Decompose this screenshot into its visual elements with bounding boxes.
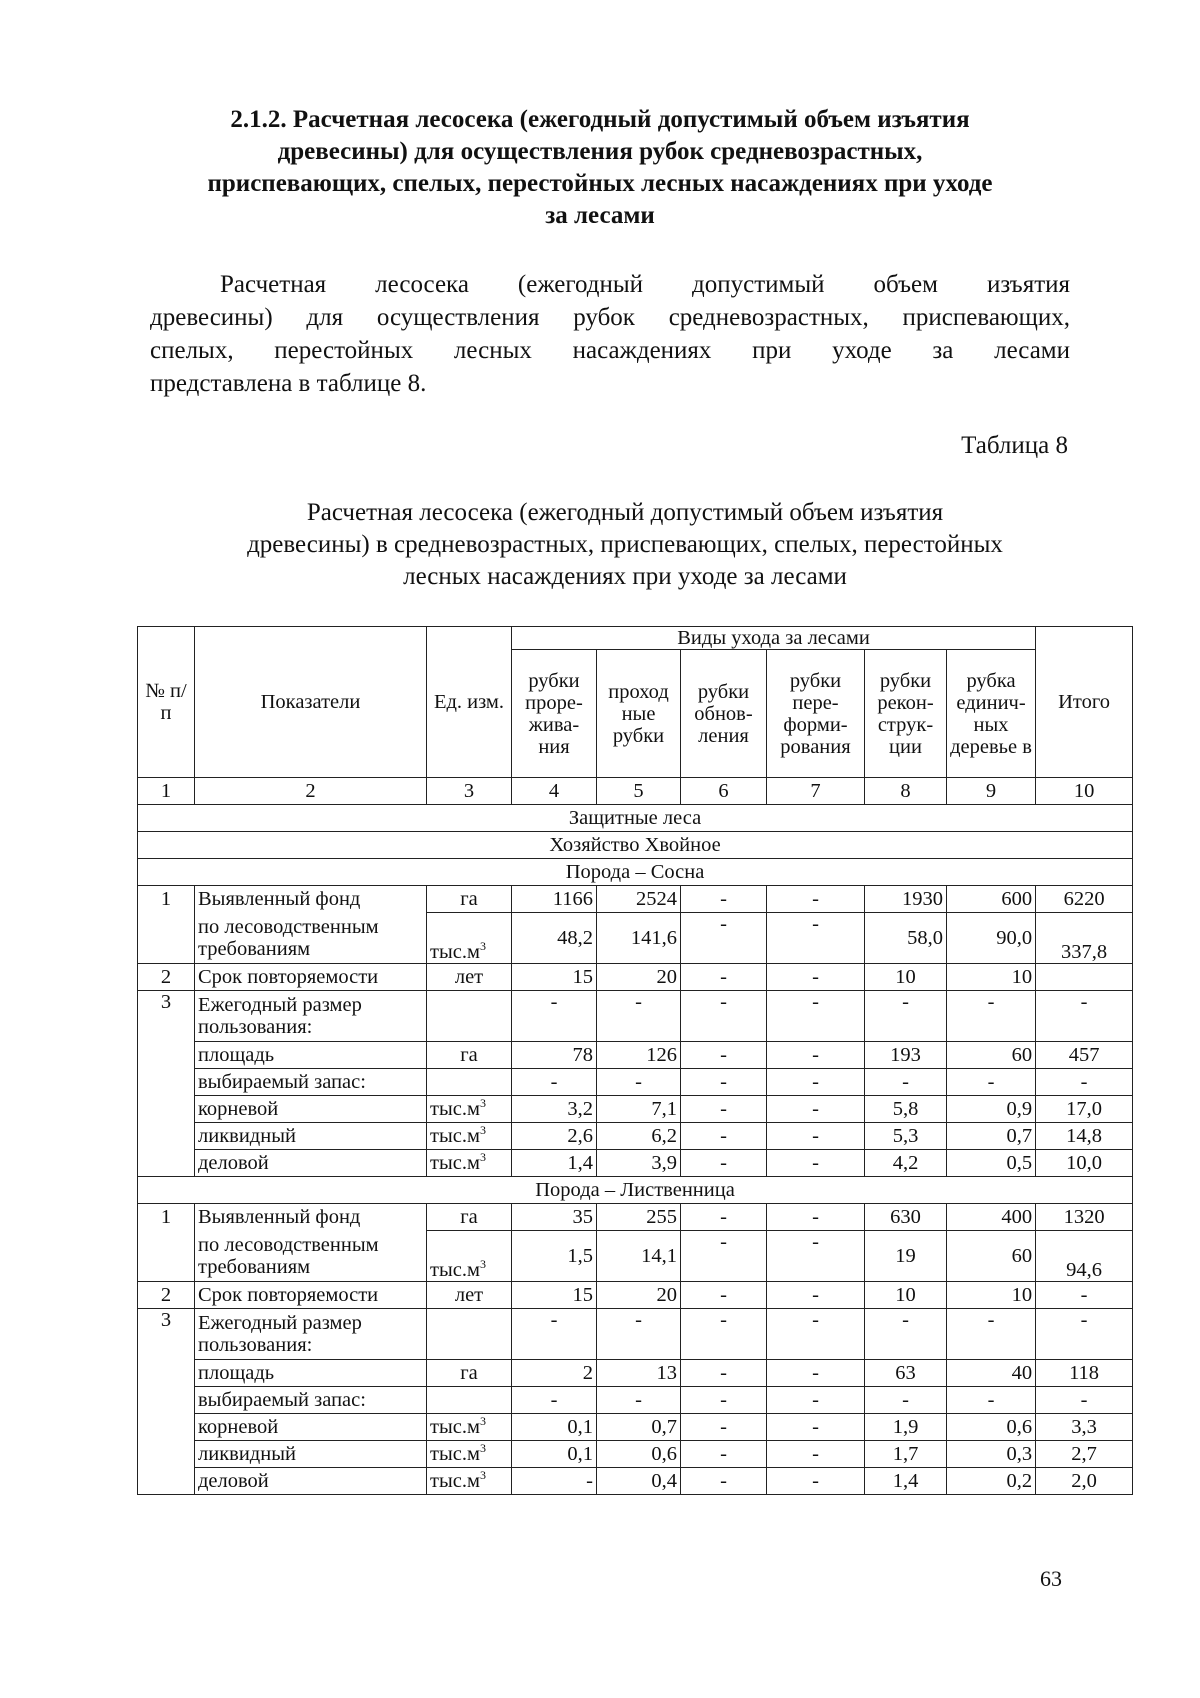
row-label: площадь: [195, 1360, 427, 1387]
value-cell: -: [767, 1231, 865, 1282]
col-number: 3: [427, 778, 512, 805]
value-cell: -: [1036, 1309, 1133, 1360]
value-cell: 15: [512, 1282, 597, 1309]
row-label: деловой: [195, 1150, 427, 1177]
value-cell: 337,8: [1036, 913, 1133, 964]
unit-cell-empty: [427, 991, 512, 1042]
value-cell: -: [1036, 1069, 1133, 1096]
value-cell: -: [767, 1282, 865, 1309]
row-label: ликвидный: [195, 1441, 427, 1468]
value-cell: -: [767, 886, 865, 913]
unit-cell: $тыс.м^3$: [427, 1123, 512, 1150]
row-number: 3: [138, 1309, 195, 1360]
value-cell: -: [865, 1069, 947, 1096]
header-type: рубка единич-ных деревье в: [947, 650, 1036, 778]
row-number-empty: [138, 1231, 195, 1282]
value-cell: 19: [865, 1231, 947, 1282]
value-cell: -: [681, 913, 767, 964]
value-cell: 10: [947, 1282, 1036, 1309]
value-cell: -: [681, 1096, 767, 1123]
unit-cell: $тыс.м^3$: [427, 1231, 512, 1282]
value-cell: 2,7: [1036, 1441, 1133, 1468]
unit-cell: $тыс.м^3$: [427, 1150, 512, 1177]
value-cell: -: [1036, 1387, 1133, 1414]
value-cell: 193: [865, 1042, 947, 1069]
row-label: Ежегодный размер пользования:: [195, 1309, 427, 1360]
value-cell: -: [947, 991, 1036, 1042]
value-cell: 2524: [597, 886, 681, 913]
row-number-empty: [138, 1360, 195, 1387]
value-cell: -: [681, 1309, 767, 1360]
section-heading: [150, 104, 1050, 232]
value-cell: -: [512, 991, 597, 1042]
header-type: рубки пере-форми-рования: [767, 650, 865, 778]
row-number-empty: [138, 1123, 195, 1150]
value-cell: -: [597, 991, 681, 1042]
value-cell: 6220: [1036, 886, 1133, 913]
value-cell: -: [1036, 1282, 1133, 1309]
value-cell: -: [597, 1309, 681, 1360]
unit-cell: $тыс.м^3$: [427, 1414, 512, 1441]
value-cell: 1,5: [512, 1231, 597, 1282]
value-cell: -: [767, 964, 865, 991]
value-cell: -: [681, 1387, 767, 1414]
value-cell: -: [681, 1204, 767, 1231]
value-cell: -: [767, 1360, 865, 1387]
value-cell: 10,0: [1036, 1150, 1133, 1177]
col-number: 7: [767, 778, 865, 805]
unit-cell: лет: [427, 1282, 512, 1309]
value-cell: 118: [1036, 1360, 1133, 1387]
value-cell: -: [681, 1414, 767, 1441]
header-type: рубки рекон-струк-ции: [865, 650, 947, 778]
value-cell: 90,0: [947, 913, 1036, 964]
col-number: 5: [597, 778, 681, 805]
value-cell: 15: [512, 964, 597, 991]
paragraph-line: представлена в таблице 8.: [150, 370, 427, 397]
row-number-empty: [138, 1096, 195, 1123]
value-cell: -: [767, 1387, 865, 1414]
row-label: корневой: [195, 1096, 427, 1123]
value-cell: -: [681, 886, 767, 913]
row-label: деловой: [195, 1468, 427, 1495]
value-cell: -: [681, 1231, 767, 1282]
value-cell: 141,6: [597, 913, 681, 964]
row-label: Выявленный фонд: [195, 886, 427, 913]
value-cell: 10: [947, 964, 1036, 991]
value-cell: -: [512, 1468, 597, 1495]
value-cell: -: [767, 1150, 865, 1177]
value-cell: 0,2: [947, 1468, 1036, 1495]
value-cell: 630: [865, 1204, 947, 1231]
value-cell: 17,0: [1036, 1096, 1133, 1123]
value-cell: 20: [597, 964, 681, 991]
value-cell: 1,4: [512, 1150, 597, 1177]
row-number-empty: [138, 1441, 195, 1468]
value-cell: 10: [865, 1282, 947, 1309]
col-number: 10: [1036, 778, 1133, 805]
value-cell: -: [512, 1309, 597, 1360]
value-cell: -: [681, 1042, 767, 1069]
row-number-empty: [138, 1414, 195, 1441]
value-cell: -: [681, 1360, 767, 1387]
caption-line: древесины) в средневозрастных, приспевающих, спелых, перестойных: [247, 531, 1003, 558]
value-cell: 35: [512, 1204, 597, 1231]
value-cell: -: [681, 1441, 767, 1468]
value-cell: -: [681, 964, 767, 991]
paragraph-line: спелых, перестойных лесных насаждениях при уходе за лесами: [150, 337, 1070, 364]
row-label: Срок повторяемости: [195, 964, 427, 991]
heading-line: приспевающих, спелых, перестойных лесных насаждениях при уходе: [207, 170, 993, 197]
value-cell: 6,2: [597, 1123, 681, 1150]
value-cell: -: [512, 1387, 597, 1414]
header-type: рубки обнов-ления: [681, 650, 767, 778]
value-cell: 2,0: [1036, 1468, 1133, 1495]
value-cell: 63: [865, 1360, 947, 1387]
value-cell: 58,0: [865, 913, 947, 964]
col-number: 6: [681, 778, 767, 805]
row-label: по лесоводственным требованиям: [195, 1231, 427, 1282]
allowable-cut-table: [137, 626, 1133, 1495]
value-cell: -: [865, 1309, 947, 1360]
value-cell: 2,6: [512, 1123, 597, 1150]
value-cell: 3,2: [512, 1096, 597, 1123]
unit-cell: $тыс.м^3$: [427, 1468, 512, 1495]
page-number: 63: [1040, 1566, 1062, 1591]
unit-cell: га: [427, 1360, 512, 1387]
value-cell: 5,3: [865, 1123, 947, 1150]
value-cell: 14,1: [597, 1231, 681, 1282]
col-number: 8: [865, 778, 947, 805]
row-number-empty: [138, 1387, 195, 1414]
unit-cell: лет: [427, 964, 512, 991]
value-cell: -: [681, 991, 767, 1042]
heading-line: за лесами: [545, 202, 655, 229]
value-cell: 0,1: [512, 1441, 597, 1468]
species-title: Порода – Сосна: [138, 859, 1133, 886]
row-number: 2: [138, 1282, 195, 1309]
paragraph-line: Расчетная лесосека (ежегодный допустимый объем изъятия: [220, 271, 1070, 298]
value-cell: -: [767, 1069, 865, 1096]
header-type: проход ные рубки: [597, 650, 681, 778]
value-cell: -: [767, 1441, 865, 1468]
header-total: Итого: [1036, 627, 1133, 778]
paragraph-line: древесины) для осуществления рубок средневозрастных, приспевающих,: [150, 304, 1070, 331]
row-label: Срок повторяемости: [195, 1282, 427, 1309]
value-cell: 1,9: [865, 1414, 947, 1441]
unit-cell: $тыс.м^3$: [427, 1096, 512, 1123]
value-cell: 13: [597, 1360, 681, 1387]
row-label: выбираемый запас:: [195, 1069, 427, 1096]
value-cell: 3,9: [597, 1150, 681, 1177]
value-cell: -: [681, 1468, 767, 1495]
value-cell: -: [512, 1069, 597, 1096]
value-cell: 0,6: [597, 1441, 681, 1468]
species-title: Порода – Лиственница: [138, 1177, 1133, 1204]
value-cell: -: [597, 1387, 681, 1414]
header-type: рубки проре-жива-ния: [512, 650, 597, 778]
value-cell: 14,8: [1036, 1123, 1133, 1150]
heading-line: древесины) для осуществления рубок средневозрастных,: [277, 138, 923, 165]
row-label: площадь: [195, 1042, 427, 1069]
col-number: 4: [512, 778, 597, 805]
value-cell: 2: [512, 1360, 597, 1387]
value-cell: -: [947, 1069, 1036, 1096]
row-number: 1: [138, 886, 195, 913]
value-cell: 0,4: [597, 1468, 681, 1495]
value-cell: [1036, 964, 1133, 991]
value-cell: 48,2: [512, 913, 597, 964]
unit-cell: га: [427, 1042, 512, 1069]
value-cell: 0,6: [947, 1414, 1036, 1441]
value-cell: -: [767, 991, 865, 1042]
value-cell: -: [681, 1150, 767, 1177]
row-label: Ежегодный размер пользования:: [195, 991, 427, 1042]
value-cell: 255: [597, 1204, 681, 1231]
value-cell: 1,4: [865, 1468, 947, 1495]
value-cell: -: [681, 1282, 767, 1309]
row-number-empty: [138, 1468, 195, 1495]
unit-cell: га: [427, 886, 512, 913]
caption-line: лесных насаждениях при уходе за лесами: [403, 563, 847, 590]
value-cell: 7,1: [597, 1096, 681, 1123]
unit-cell-empty: [427, 1387, 512, 1414]
heading-line: 2.1.2. Расчетная лесосека (ежегодный допустимый объем изъятия: [230, 106, 970, 133]
value-cell: -: [767, 1309, 865, 1360]
value-cell: 0,7: [947, 1123, 1036, 1150]
value-cell: 94,6: [1036, 1231, 1133, 1282]
value-cell: 3,3: [1036, 1414, 1133, 1441]
value-cell: 400: [947, 1204, 1036, 1231]
value-cell: 0,9: [947, 1096, 1036, 1123]
value-cell: 0,7: [597, 1414, 681, 1441]
col-number: 9: [947, 778, 1036, 805]
section-forest-category: Защитные леса: [138, 805, 1133, 832]
value-cell: 10: [865, 964, 947, 991]
value-cell: 600: [947, 886, 1036, 913]
value-cell: -: [767, 1042, 865, 1069]
table-caption: [195, 497, 1055, 593]
value-cell: 1320: [1036, 1204, 1133, 1231]
value-cell: -: [865, 991, 947, 1042]
value-cell: -: [767, 1204, 865, 1231]
unit-cell-empty: [427, 1069, 512, 1096]
row-number-empty: [138, 913, 195, 964]
header-care-types: Виды ухода за лесами: [512, 627, 1036, 650]
value-cell: 0,1: [512, 1414, 597, 1441]
value-cell: -: [681, 1069, 767, 1096]
value-cell: 0,5: [947, 1150, 1036, 1177]
row-label: корневой: [195, 1414, 427, 1441]
unit-cell: $тыс.м^3$: [427, 913, 512, 964]
header-unit: Ед. изм.: [427, 627, 512, 778]
value-cell: 0,3: [947, 1441, 1036, 1468]
row-number-empty: [138, 1069, 195, 1096]
value-cell: 1,7: [865, 1441, 947, 1468]
table-label: Таблица 8: [961, 432, 1068, 459]
value-cell: -: [767, 913, 865, 964]
row-label: по лесоводственным требованиям: [195, 913, 427, 964]
value-cell: -: [947, 1309, 1036, 1360]
col-number: 1: [138, 778, 195, 805]
header-num: № п/п: [138, 627, 195, 778]
col-number: 2: [195, 778, 427, 805]
value-cell: -: [767, 1096, 865, 1123]
row-number-empty: [138, 1150, 195, 1177]
header-indicators: Показатели: [195, 627, 427, 778]
row-number: 3: [138, 991, 195, 1042]
section-farm: Хозяйство Хвойное: [138, 832, 1133, 859]
row-number: 1: [138, 1204, 195, 1231]
value-cell: -: [597, 1069, 681, 1096]
value-cell: -: [767, 1123, 865, 1150]
value-cell: -: [947, 1387, 1036, 1414]
value-cell: 457: [1036, 1042, 1133, 1069]
intro-paragraph: [150, 268, 1070, 400]
row-label: ликвидный: [195, 1123, 427, 1150]
value-cell: 4,2: [865, 1150, 947, 1177]
row-label: Выявленный фонд: [195, 1204, 427, 1231]
row-number-empty: [138, 1042, 195, 1069]
value-cell: -: [1036, 991, 1133, 1042]
unit-cell-empty: [427, 1309, 512, 1360]
value-cell: 1930: [865, 886, 947, 913]
caption-line: Расчетная лесосека (ежегодный допустимый объем изъятия: [306, 499, 944, 526]
unit-cell: $тыс.м^3$: [427, 1441, 512, 1468]
value-cell: 40: [947, 1360, 1036, 1387]
value-cell: 78: [512, 1042, 597, 1069]
value-cell: 126: [597, 1042, 681, 1069]
value-cell: 60: [947, 1042, 1036, 1069]
value-cell: -: [681, 1123, 767, 1150]
value-cell: 60: [947, 1231, 1036, 1282]
value-cell: -: [767, 1414, 865, 1441]
row-number: 2: [138, 964, 195, 991]
value-cell: 20: [597, 1282, 681, 1309]
unit-cell: га: [427, 1204, 512, 1231]
value-cell: -: [865, 1387, 947, 1414]
row-label: выбираемый запас:: [195, 1387, 427, 1414]
value-cell: 1166: [512, 886, 597, 913]
value-cell: -: [767, 1468, 865, 1495]
value-cell: 5,8: [865, 1096, 947, 1123]
